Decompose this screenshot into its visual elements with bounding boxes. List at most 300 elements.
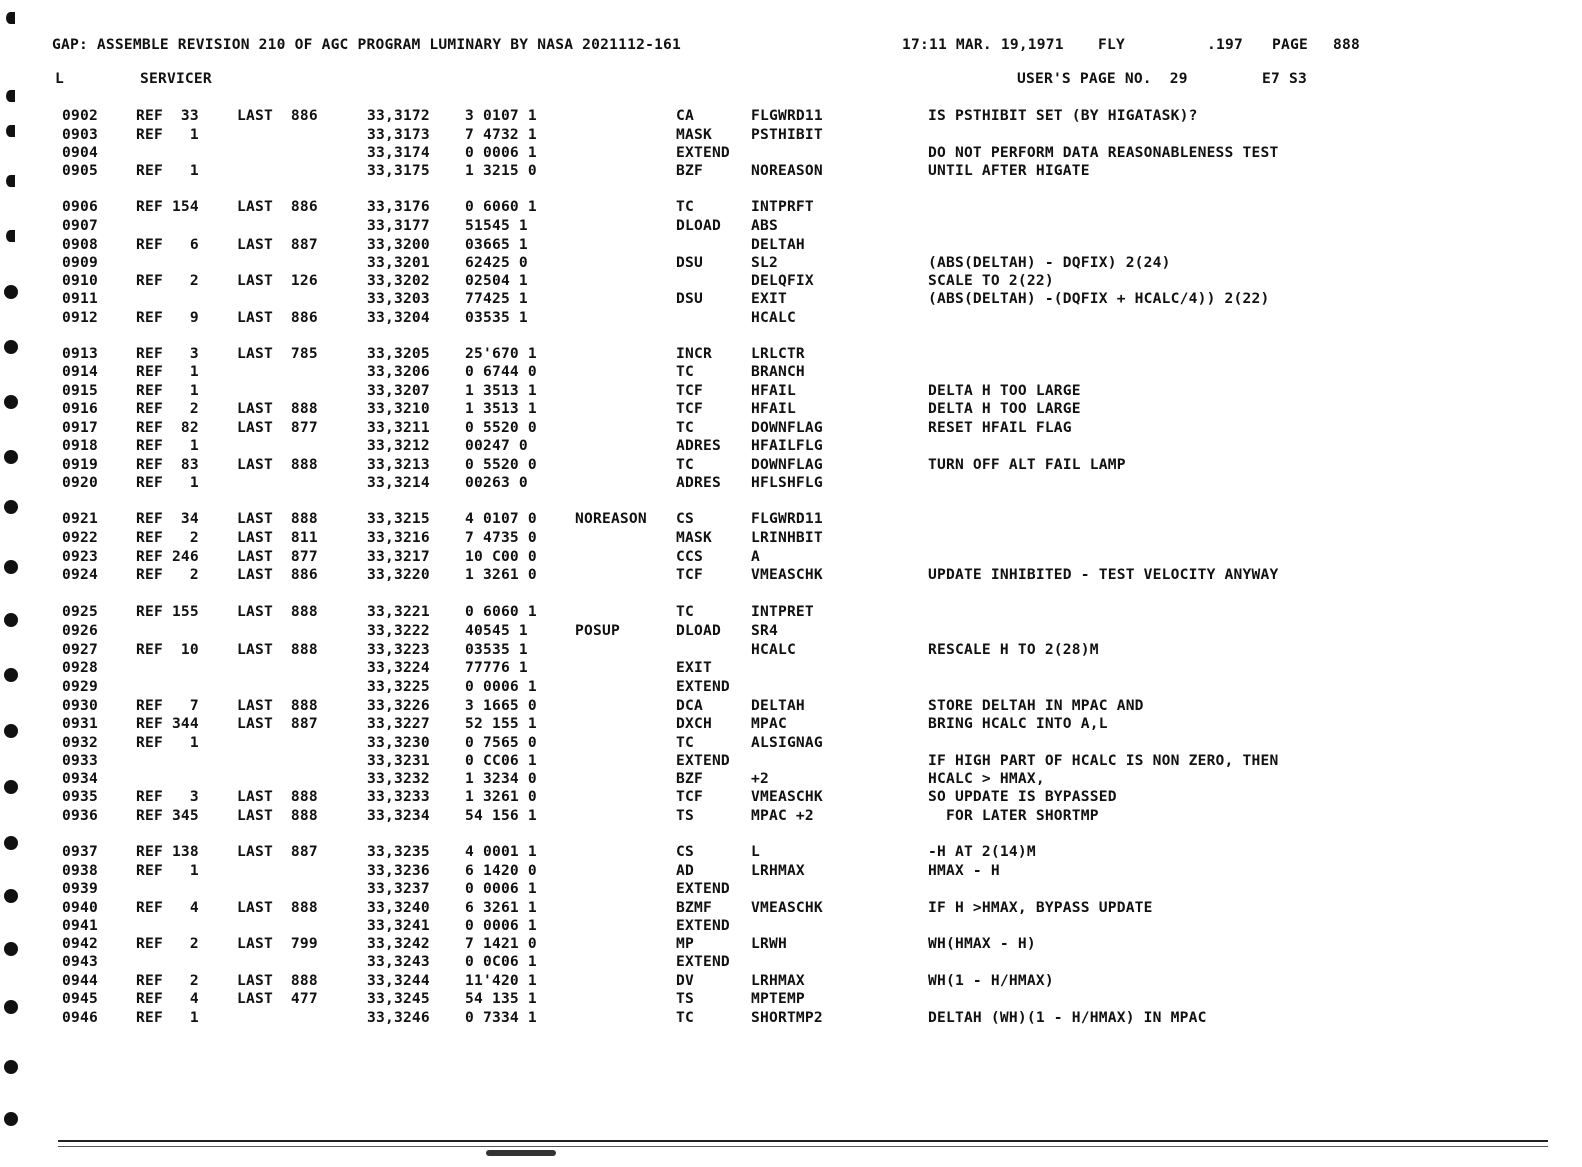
line-number: 0929 <box>62 678 98 695</box>
line-number: 0928 <box>62 659 98 676</box>
address: 33,3243 <box>367 953 430 970</box>
address: 33,3221 <box>367 603 430 620</box>
ref-count: REF 1 <box>136 162 199 179</box>
last-ref: LAST 886 <box>237 198 318 215</box>
punch-hole <box>4 889 18 903</box>
last-ref: LAST 888 <box>237 641 318 658</box>
operand: VMEASCHK <box>751 566 823 583</box>
listing-title: GAP: ASSEMBLE REVISION 210 OF AGC PROGRAM LUMINARY BY NASA 2021112-161 <box>52 36 682 53</box>
ref-count: REF 82 <box>136 419 199 436</box>
listing-row <box>0 899 1582 917</box>
address: 33,3173 <box>367 126 430 143</box>
punch-hole <box>6 175 15 187</box>
address: 33,3246 <box>367 1009 430 1026</box>
address: 33,3244 <box>367 972 430 989</box>
listing-row <box>0 290 1582 308</box>
address: 33,3223 <box>367 641 430 658</box>
last-ref: LAST 887 <box>237 715 318 732</box>
tear-line-lower <box>58 1146 1548 1147</box>
ref-count: REF 2 <box>136 529 199 546</box>
listing-row <box>0 309 1582 327</box>
listing-row <box>0 770 1582 788</box>
line-number: 0907 <box>62 217 98 234</box>
punch-hole <box>4 668 18 682</box>
address: 33,3220 <box>367 566 430 583</box>
ref-count: REF 2 <box>136 972 199 989</box>
address: 33,3234 <box>367 807 430 824</box>
listing-row <box>0 529 1582 547</box>
listing-row <box>0 862 1582 880</box>
print-smudge <box>486 1150 556 1156</box>
operand: MPAC <box>751 715 787 732</box>
line-number: 0922 <box>62 529 98 546</box>
octal-word: 00247 0 <box>465 437 528 454</box>
line-number: 0924 <box>62 566 98 583</box>
address: 33,3236 <box>367 862 430 879</box>
address: 33,3175 <box>367 162 430 179</box>
operand: NOREASON <box>751 162 823 179</box>
address: 33,3210 <box>367 400 430 417</box>
opcode: TCF <box>676 400 703 417</box>
operand: DOWNFLAG <box>751 419 823 436</box>
listing-row <box>0 715 1582 733</box>
address: 33,3202 <box>367 272 430 289</box>
line-number: 0944 <box>62 972 98 989</box>
address: 33,3216 <box>367 529 430 546</box>
operand: L <box>751 843 760 860</box>
opcode: TC <box>676 1009 694 1026</box>
operand: INTPRFT <box>751 198 814 215</box>
comment: UPDATE INHIBITED - TEST VELOCITY ANYWAY <box>928 566 1279 583</box>
punch-hole <box>4 613 18 627</box>
listing-row <box>0 437 1582 455</box>
ref-count: REF 33 <box>136 107 199 124</box>
listing-row <box>0 807 1582 825</box>
ref-count: REF 1 <box>136 862 199 879</box>
ref-count: REF 1 <box>136 437 199 454</box>
listing-row <box>0 126 1582 144</box>
last-ref: LAST 888 <box>237 807 318 824</box>
ref-count: REF 7 <box>136 697 199 714</box>
address: 33,3226 <box>367 697 430 714</box>
operand: HFAIL <box>751 400 796 417</box>
operand: LRHMAX <box>751 972 805 989</box>
line-number: 0936 <box>62 807 98 824</box>
operand: DOWNFLAG <box>751 456 823 473</box>
line-number: 0914 <box>62 363 98 380</box>
ref-count: REF 2 <box>136 935 199 952</box>
punch-hole <box>4 285 18 299</box>
octal-word: 1 3513 1 <box>465 400 537 417</box>
last-ref: LAST 888 <box>237 788 318 805</box>
operand: +2 <box>751 770 769 787</box>
ref-count: REF 3 <box>136 345 199 362</box>
operand: DELQFIX <box>751 272 814 289</box>
ref-count: REF 2 <box>136 566 199 583</box>
octal-word: 3 1665 0 <box>465 697 537 714</box>
opcode: BZF <box>676 162 703 179</box>
line-number: 0931 <box>62 715 98 732</box>
last-ref: LAST 888 <box>237 510 318 527</box>
line-number: 0925 <box>62 603 98 620</box>
comment: DELTA H TOO LARGE <box>928 382 1081 399</box>
ref-count: REF 34 <box>136 510 199 527</box>
opcode: TC <box>676 419 694 436</box>
opcode: DSU <box>676 254 703 271</box>
opcode: CA <box>676 107 694 124</box>
operand: LRHMAX <box>751 862 805 879</box>
comment: STORE DELTAH IN MPAC AND <box>928 697 1144 714</box>
comment: WH(HMAX - H) <box>928 935 1036 952</box>
listing-timestamp: 17:11 MAR. 19,1971 <box>902 36 1064 53</box>
opcode: EXTEND <box>676 752 730 769</box>
ref-count: REF 1 <box>136 363 199 380</box>
ref-count: REF 4 <box>136 899 199 916</box>
octal-word: 0 6060 1 <box>465 603 537 620</box>
listing-row <box>0 734 1582 752</box>
octal-word: 7 4732 1 <box>465 126 537 143</box>
last-ref: LAST 887 <box>237 843 318 860</box>
address: 33,3241 <box>367 917 430 934</box>
listing-row <box>0 254 1582 272</box>
operand: LRINHBIT <box>751 529 823 546</box>
listing-row <box>0 345 1582 363</box>
octal-word: 02504 1 <box>465 272 528 289</box>
listing-row <box>0 400 1582 418</box>
listing-row <box>0 510 1582 528</box>
punch-hole <box>4 1000 18 1014</box>
last-ref: LAST 785 <box>237 345 318 362</box>
listing-row <box>0 474 1582 492</box>
operand: DELTAH <box>751 697 805 714</box>
operand: BRANCH <box>751 363 805 380</box>
comment: (ABS(DELTAH) - DQFIX) 2(24) <box>928 254 1171 271</box>
listing-row <box>0 917 1582 935</box>
listing-row <box>0 1009 1582 1027</box>
operand: SL2 <box>751 254 778 271</box>
opcode: CCS <box>676 548 703 565</box>
address: 33,3222 <box>367 622 430 639</box>
ref-count: REF 1 <box>136 1009 199 1026</box>
line-number: 0923 <box>62 548 98 565</box>
operand: ABS <box>751 217 778 234</box>
operand: INTPRET <box>751 603 814 620</box>
punch-hole <box>6 12 15 24</box>
ref-count: REF 4 <box>136 990 199 1007</box>
listing-row <box>0 198 1582 216</box>
comment: -H AT 2(14)M <box>928 843 1036 860</box>
opcode: CS <box>676 843 694 860</box>
listing-row <box>0 788 1582 806</box>
operand: HCALC <box>751 309 796 326</box>
opcode: BZMF <box>676 899 712 916</box>
line-number: 0934 <box>62 770 98 787</box>
punch-hole <box>6 90 15 102</box>
address: 33,3215 <box>367 510 430 527</box>
octal-word: 6 3261 1 <box>465 899 537 916</box>
opcode: TS <box>676 807 694 824</box>
comment: HMAX - H <box>928 862 1000 879</box>
listing-row <box>0 843 1582 861</box>
opcode: TC <box>676 603 694 620</box>
ref-count: REF 83 <box>136 456 199 473</box>
octal-word: 1 3261 0 <box>465 788 537 805</box>
comment: WH(1 - H/HMAX) <box>928 972 1054 989</box>
last-ref: LAST 888 <box>237 972 318 989</box>
address: 33,3201 <box>367 254 430 271</box>
last-ref: LAST 888 <box>237 456 318 473</box>
octal-word: 51545 1 <box>465 217 528 234</box>
listing-row <box>0 272 1582 290</box>
address: 33,3233 <box>367 788 430 805</box>
comment: DELTAH (WH)(1 - H/HMAX) IN MPAC <box>928 1009 1207 1026</box>
octal-word: 10 C00 0 <box>465 548 537 565</box>
comment: IS PSTHIBIT SET (BY HIGATASK)? <box>928 107 1198 124</box>
opcode: MASK <box>676 529 712 546</box>
line-number: 0919 <box>62 456 98 473</box>
operand: VMEASCHK <box>751 788 823 805</box>
line-number: 0935 <box>62 788 98 805</box>
address: 33,3174 <box>367 144 430 161</box>
operand: DELTAH <box>751 236 805 253</box>
listing-row <box>0 363 1582 381</box>
punch-hole <box>4 450 18 464</box>
comment: RESET HFAIL FLAG <box>928 419 1072 436</box>
opcode: DLOAD <box>676 217 721 234</box>
operand: HFAIL <box>751 382 796 399</box>
opcode: DXCH <box>676 715 712 732</box>
listing-row <box>0 603 1582 621</box>
operand: VMEASCHK <box>751 899 823 916</box>
line-number: 0946 <box>62 1009 98 1026</box>
opcode: DCA <box>676 697 703 714</box>
line-number: 0908 <box>62 236 98 253</box>
line-number: 0932 <box>62 734 98 751</box>
address: 33,3227 <box>367 715 430 732</box>
listing-row <box>0 641 1582 659</box>
punch-hole <box>4 1060 18 1074</box>
opcode: TS <box>676 990 694 1007</box>
listing-row <box>0 456 1582 474</box>
punch-hole <box>4 395 18 409</box>
address: 33,3213 <box>367 456 430 473</box>
operand: FLGWRD11 <box>751 107 823 124</box>
listing-row <box>0 752 1582 770</box>
octal-word: 0 7565 0 <box>465 734 537 751</box>
comment: SCALE TO 2(22) <box>928 272 1054 289</box>
ref-count: REF 246 <box>136 548 199 565</box>
punch-hole <box>4 340 18 354</box>
address: 33,3230 <box>367 734 430 751</box>
address: 33,3176 <box>367 198 430 215</box>
listing-row <box>0 678 1582 696</box>
listing-row <box>0 659 1582 677</box>
operand: HFAILFLG <box>751 437 823 454</box>
ref-count: REF 154 <box>136 198 199 215</box>
last-ref: LAST 877 <box>237 548 318 565</box>
octal-word: 0 0006 1 <box>465 144 537 161</box>
octal-word: 6 1420 0 <box>465 862 537 879</box>
last-ref: LAST 888 <box>237 400 318 417</box>
opcode: TCF <box>676 566 703 583</box>
octal-word: 4 0001 1 <box>465 843 537 860</box>
address: 33,3177 <box>367 217 430 234</box>
octal-word: 03535 1 <box>465 309 528 326</box>
line-number: 0937 <box>62 843 98 860</box>
statement-label: POSUP <box>575 622 620 639</box>
comment: (ABS(DELTAH) -(DQFIX + HCALC/4)) 2(22) <box>928 290 1270 307</box>
line-number: 0913 <box>62 345 98 362</box>
ref-count: REF 3 <box>136 788 199 805</box>
last-ref: LAST 877 <box>237 419 318 436</box>
opcode: ADRES <box>676 474 721 491</box>
operand: LRWH <box>751 935 787 952</box>
opcode: EXIT <box>676 659 712 676</box>
last-ref: LAST 477 <box>237 990 318 1007</box>
octal-word: 0 5520 0 <box>465 456 537 473</box>
octal-word: 1 3234 0 <box>465 770 537 787</box>
ref-count: REF 1 <box>136 382 199 399</box>
octal-word: 0 5520 0 <box>465 419 537 436</box>
opcode: EXTEND <box>676 880 730 897</box>
punch-hole <box>4 836 18 850</box>
opcode: AD <box>676 862 694 879</box>
last-ref: LAST 886 <box>237 309 318 326</box>
last-ref: LAST 888 <box>237 603 318 620</box>
line-number: 0940 <box>62 899 98 916</box>
octal-word: 1 3261 0 <box>465 566 537 583</box>
opcode: TCF <box>676 788 703 805</box>
octal-word: 25'670 1 <box>465 345 537 362</box>
listing-row <box>0 419 1582 437</box>
listing-row <box>0 622 1582 640</box>
octal-word: 52 155 1 <box>465 715 537 732</box>
ref-count: REF 2 <box>136 272 199 289</box>
operand: MPAC +2 <box>751 807 814 824</box>
listing-row <box>0 972 1582 990</box>
octal-word: 0 0C06 1 <box>465 953 537 970</box>
listing-mode: FLY <box>1098 36 1125 53</box>
last-ref: LAST 888 <box>237 899 318 916</box>
listing-row <box>0 548 1582 566</box>
address: 33,3242 <box>367 935 430 952</box>
listing-row <box>0 162 1582 180</box>
ref-count: REF 344 <box>136 715 199 732</box>
listing-row <box>0 236 1582 254</box>
ref-count: REF 1 <box>136 474 199 491</box>
comment: RESCALE H TO 2(28)M <box>928 641 1099 658</box>
octal-word: 00263 0 <box>465 474 528 491</box>
line-number: 0910 <box>62 272 98 289</box>
operand: MPTEMP <box>751 990 805 1007</box>
line-number: 0912 <box>62 309 98 326</box>
octal-word: 7 1421 0 <box>465 935 537 952</box>
line-number: 0920 <box>62 474 98 491</box>
address: 33,3235 <box>367 843 430 860</box>
octal-word: 77776 1 <box>465 659 528 676</box>
operand: HCALC <box>751 641 796 658</box>
octal-word: 03665 1 <box>465 236 528 253</box>
comment: FOR LATER SHORTMP <box>928 807 1099 824</box>
octal-word: 40545 1 <box>465 622 528 639</box>
punch-hole <box>4 942 18 956</box>
opcode: DSU <box>676 290 703 307</box>
line-number: 0918 <box>62 437 98 454</box>
last-ref: LAST 799 <box>237 935 318 952</box>
operand: SHORTMP2 <box>751 1009 823 1026</box>
punch-hole <box>4 780 18 794</box>
octal-word: 77425 1 <box>465 290 528 307</box>
line-number: 0921 <box>62 510 98 527</box>
opcode: DV <box>676 972 694 989</box>
listing-row <box>0 990 1582 1008</box>
opcode: ADRES <box>676 437 721 454</box>
octal-word: 0 CC06 1 <box>465 752 537 769</box>
opcode: EXTEND <box>676 144 730 161</box>
listing-row <box>0 217 1582 235</box>
line-number: 0915 <box>62 382 98 399</box>
octal-word: 1 3513 1 <box>465 382 537 399</box>
ref-count: REF 345 <box>136 807 199 824</box>
opcode: TCF <box>676 382 703 399</box>
address: 33,3172 <box>367 107 430 124</box>
line-number: 0943 <box>62 953 98 970</box>
comment: TURN OFF ALT FAIL LAMP <box>928 456 1126 473</box>
opcode: EXTEND <box>676 917 730 934</box>
punch-hole <box>4 724 18 738</box>
listing-row <box>0 697 1582 715</box>
section-marker: L <box>55 70 64 87</box>
octal-word: 0 0006 1 <box>465 917 537 934</box>
operand: PSTHIBIT <box>751 126 823 143</box>
comment: DELTA H TOO LARGE <box>928 400 1081 417</box>
last-ref: LAST 887 <box>237 236 318 253</box>
address: 33,3231 <box>367 752 430 769</box>
line-number: 0930 <box>62 697 98 714</box>
line-number: 0909 <box>62 254 98 271</box>
last-ref: LAST 811 <box>237 529 318 546</box>
octal-word: 0 0006 1 <box>465 880 537 897</box>
listing-row <box>0 880 1582 898</box>
comment: IF H >HMAX, BYPASS UPDATE <box>928 899 1153 916</box>
address: 33,3212 <box>367 437 430 454</box>
address: 33,3232 <box>367 770 430 787</box>
octal-word: 7 4735 0 <box>465 529 537 546</box>
comment: BRING HCALC INTO A,L <box>928 715 1108 732</box>
address: 33,3205 <box>367 345 430 362</box>
octal-word: 0 6744 0 <box>465 363 537 380</box>
line-number: 0911 <box>62 290 98 307</box>
ref-count: REF 138 <box>136 843 199 860</box>
opcode: MP <box>676 935 694 952</box>
listing-row <box>0 566 1582 584</box>
octal-word: 54 135 1 <box>465 990 537 1007</box>
line-number: 0933 <box>62 752 98 769</box>
octal-word: 54 156 1 <box>465 807 537 824</box>
tear-line <box>58 1140 1548 1142</box>
ref-count: REF 155 <box>136 603 199 620</box>
address: 33,3237 <box>367 880 430 897</box>
listing-row <box>0 144 1582 162</box>
line-number: 0941 <box>62 917 98 934</box>
section-name: SERVICER <box>140 70 212 87</box>
operand: A <box>751 548 760 565</box>
ref-count: REF 9 <box>136 309 199 326</box>
punch-hole <box>6 125 15 137</box>
line-number: 0938 <box>62 862 98 879</box>
line-number: 0905 <box>62 162 98 179</box>
opcode: EXTEND <box>676 953 730 970</box>
